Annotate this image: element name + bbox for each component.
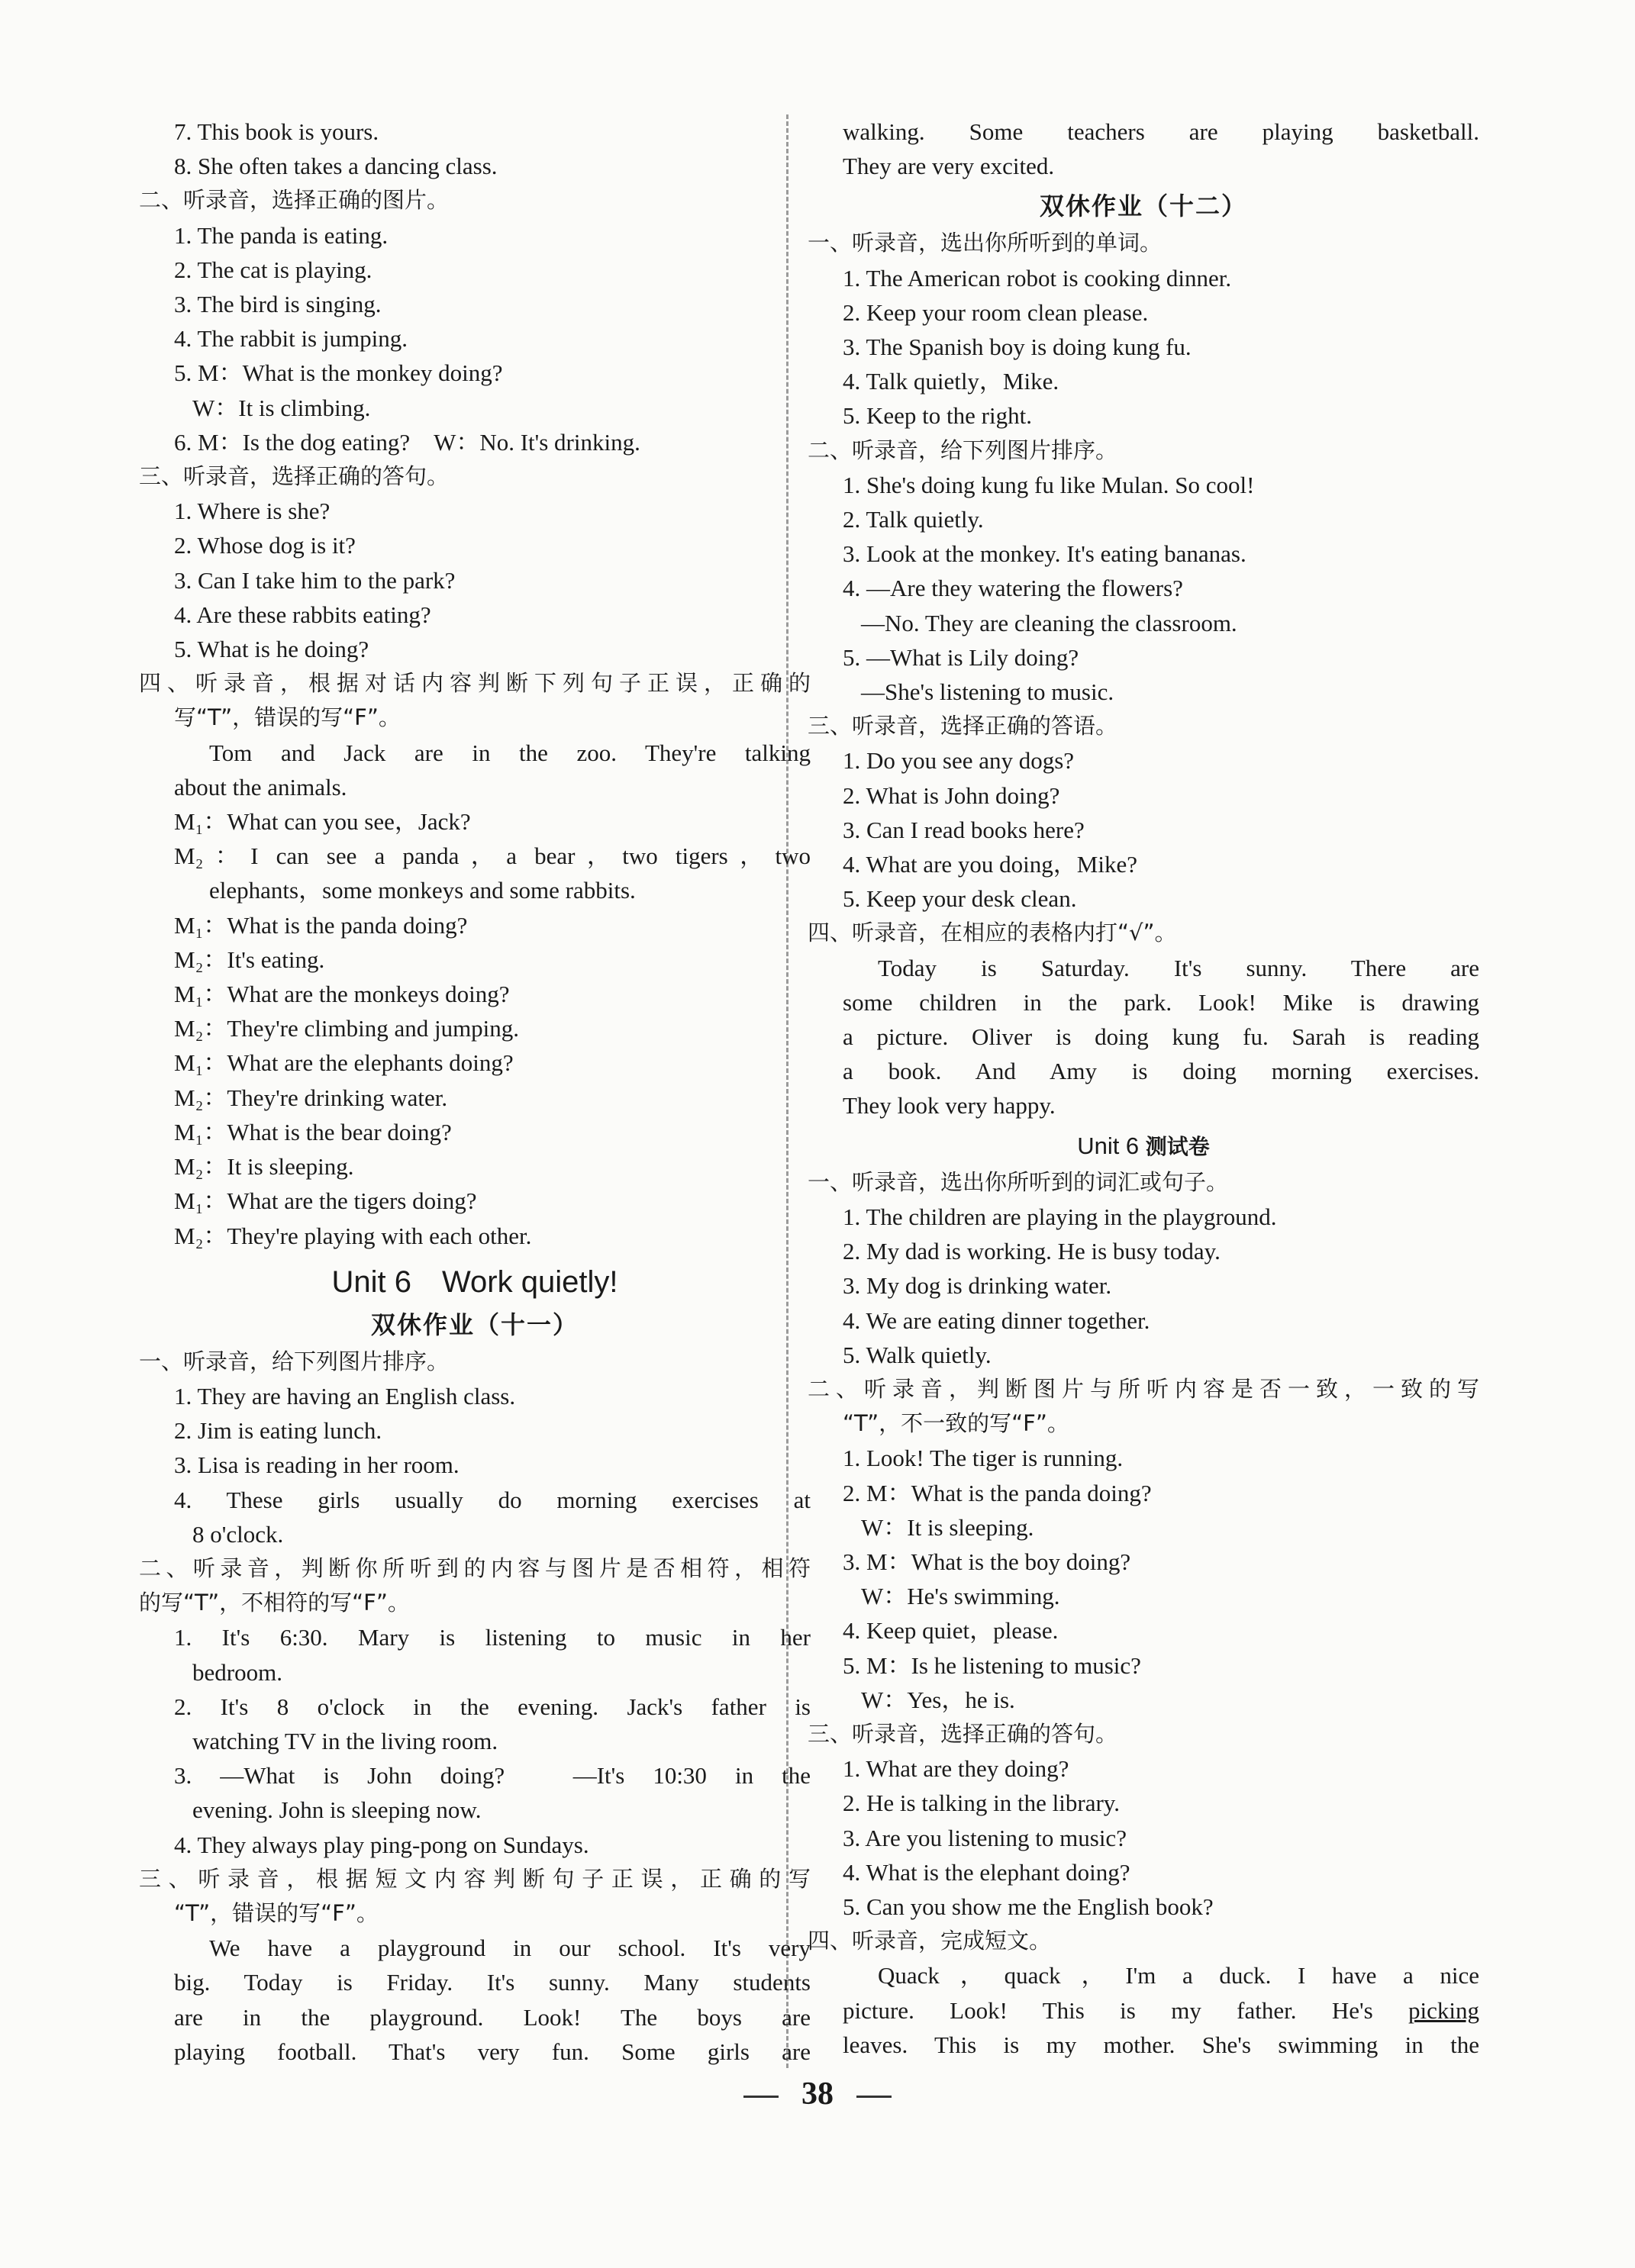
text-line: 5. Can you show me the English book?: [843, 1893, 1214, 1920]
text-line: a book. And Amy is doing morning exercises.: [843, 1058, 1479, 1085]
unit6-test-title-a: Unit 6: [1077, 1132, 1146, 1159]
text-line: 5. Keep your desk clean.: [843, 885, 1077, 913]
text-line: M₁：What is the bear doing?: [174, 1118, 452, 1145]
text-line: 1. The panda is eating.: [174, 221, 389, 249]
text-line: M₁：What are the elephants doing?: [174, 1049, 514, 1077]
text-line: “T”，错误的写“F”。: [174, 1899, 379, 1926]
text-line: 3. Are you listening to music?: [843, 1824, 1127, 1851]
text-line: 1. It's 6:30. Mary is listening to music in her: [174, 1624, 811, 1651]
text-line: 二、听录音，选择正确的图片。: [139, 187, 450, 214]
text-line: 5. M：What is the monkey doing?: [174, 359, 503, 387]
text-line: 2. What is John doing?: [843, 781, 1060, 809]
text-line: 7. This book is yours.: [174, 118, 379, 145]
text-line: 3. The Spanish boy is doing kung fu.: [843, 333, 1192, 361]
text-line: 四、听录音，完成短文。: [808, 1928, 1052, 1954]
text-line: 2. It's 8 o'clock in the evening. Jack's father is: [174, 1693, 811, 1720]
text-line: some children in the park. Look! Mike is drawing: [843, 988, 1479, 1016]
left-block-1: [139, 114, 811, 1253]
text-line: 4. What are you doing，Mike?: [843, 851, 1137, 878]
text-line: 3. The bird is singing.: [174, 291, 382, 318]
text-line: about the animals.: [174, 773, 347, 801]
text-line: M₂：They're drinking water.: [174, 1084, 448, 1111]
text-line: 的写“T”，不相符的写“F”。: [139, 1590, 410, 1616]
text-line: 3. My dog is drinking water.: [843, 1272, 1112, 1300]
text-line: M₁：What is the panda doing?: [174, 911, 468, 939]
unit-title: Unit 6 Work quietly!: [331, 1264, 618, 1299]
text-line: 3. —What is John doing? —It's 10:30 in the: [174, 1762, 811, 1790]
text-line: M₁：What can you see，Jack?: [174, 808, 471, 836]
text-line: 二、听录音，给下列图片排序。: [808, 437, 1118, 463]
text-line: 一、听录音，给下列图片排序。: [139, 1348, 450, 1374]
text-line: 一、听录音，选出你所听到的单词。: [808, 230, 1163, 256]
last-line-1a: picture. Look! This is my father. He's: [843, 1996, 1408, 2024]
text-line: Tom and Jack are in the zoo. They're talking: [209, 739, 811, 766]
text-line: M₂：They're climbing and jumping.: [174, 1015, 520, 1042]
homework-12-title: 双休作业（十二）: [1039, 192, 1247, 221]
text-line: 4. —Are they watering the flowers?: [843, 575, 1183, 602]
page-number-value: 38: [801, 2076, 834, 2112]
text-line: —No. They are cleaning the classroom.: [861, 609, 1237, 636]
text-line: 6. M：Is the dog eating? W：No. It's drinking.: [174, 428, 640, 456]
text-line: 2. Talk quietly.: [843, 506, 984, 533]
text-line: 4. Talk quietly，Mike.: [843, 368, 1059, 395]
text-line: 一、听录音，选出你所听到的词汇或句子。: [808, 1168, 1229, 1195]
text-line: a picture. Oliver is doing kung fu. Sarah is reading: [843, 1023, 1479, 1051]
text-line: 5. What is he doing?: [174, 636, 369, 663]
last-line-2: leaves. This is my mother. She's swimming in the: [843, 2031, 1479, 2058]
text-line: Quack，quack，I'm a duck. I have a nice: [878, 1962, 1479, 1989]
text-line: 5. Walk quietly.: [843, 1341, 992, 1368]
text-line: 3. Look at the monkey. It's eating bananas.: [843, 540, 1246, 568]
text-line: 1. The children are playing in the playground.: [843, 1203, 1277, 1230]
text-line: elephants，some monkeys and some rabbits.: [209, 877, 636, 904]
text-line: 4. These girls usually do morning exercises at: [174, 1486, 811, 1513]
text-line: 8 o'clock.: [192, 1520, 284, 1548]
text-line: big. Today is Friday. It's sunny. Many students: [174, 1969, 811, 1996]
text-line: 4. They always play ping-pong on Sundays.: [174, 1831, 589, 1858]
text-line: 二、听录音，判断你所听到的内容与图片是否相符，相符: [139, 1554, 811, 1581]
text-line: 1. The American robot is cooking dinner.: [843, 264, 1232, 292]
unit6-test-title: [808, 1128, 1479, 1165]
last-line-1: [808, 1993, 1479, 2028]
text-line: 2. Jim is eating lunch.: [174, 1417, 382, 1445]
page-number-dash-right: [856, 2096, 892, 2098]
text-line: 5. —What is Lily doing?: [843, 643, 1079, 671]
text-line: 写“T”，错误的写“F”。: [174, 704, 401, 731]
text-line: 4. Are these rabbits eating?: [174, 601, 431, 628]
text-line: 3. Can I read books here?: [843, 816, 1085, 843]
page-number-dash-left: [743, 2096, 779, 2098]
text-line: W：He's swimming.: [861, 1583, 1060, 1610]
page-number: [0, 2076, 1635, 2112]
text-line: 4. The rabbit is jumping.: [174, 325, 408, 353]
text-line: M₁：What are the monkeys doing?: [174, 981, 510, 1008]
text-line: playing football. That's very fun. Some girls are: [174, 2038, 811, 2065]
text-line: 2. Keep your room clean please.: [843, 298, 1149, 326]
text-line: 4. We are eating dinner together.: [843, 1306, 1150, 1334]
text-line: Today is Saturday. It's sunny. There are: [878, 954, 1479, 981]
text-line: 三、听录音，根据短文内容判断句子正误，正确的写: [139, 1865, 811, 1892]
text-line: We have a playground in our school. It's very: [209, 1935, 811, 1962]
right-block-1: [808, 114, 1479, 183]
text-line: M₂：It is sleeping.: [174, 1153, 354, 1181]
text-line: 1. Where is she?: [174, 498, 331, 525]
text-line: They are very excited.: [843, 153, 1055, 180]
text-line: bedroom.: [192, 1658, 282, 1686]
text-line: watching TV in the living room.: [192, 1727, 498, 1754]
text-line: W：Yes，he is.: [861, 1686, 1015, 1713]
underlined-word: picking: [1408, 1996, 1479, 2024]
text-line: 1. Do you see any dogs?: [843, 747, 1075, 775]
text-line: 3. M：What is the boy doing?: [843, 1548, 1131, 1575]
text-line: M₂：I can see a panda，a bear，two tigers，two: [174, 842, 811, 870]
text-line: “T”，不一致的写“F”。: [843, 1410, 1069, 1437]
homework-11-title: 双休作业（十一）: [370, 1310, 579, 1339]
text-line: —She's listening to music.: [861, 678, 1114, 706]
left-column: [139, 114, 811, 2069]
text-line: M₂：They're playing with each other.: [174, 1222, 532, 1249]
right-column: [808, 114, 1479, 2062]
text-line: 三、听录音，选择正确的答句。: [139, 463, 450, 490]
text-line: 三、听录音，选择正确的答语。: [808, 713, 1118, 739]
left-block-2: [139, 1345, 811, 2069]
text-line: evening. John is sleeping now.: [192, 1796, 482, 1824]
text-line: 2. Whose dog is it?: [174, 532, 356, 559]
text-line: 5. Keep to the right.: [843, 402, 1032, 430]
text-line: 5. M：Is he listening to music?: [843, 1651, 1141, 1679]
text-line: 3. Can I take him to the park?: [174, 566, 456, 594]
text-line: 4. Keep quiet，please.: [843, 1617, 1059, 1645]
text-line: M₂：It's eating.: [174, 946, 325, 973]
text-line: They look very happy.: [843, 1092, 1056, 1120]
right-block-3: [808, 1165, 1479, 1993]
text-line: 1. Look! The tiger is running.: [843, 1445, 1124, 1472]
text-line: 3. Lisa is reading in her room.: [174, 1451, 460, 1479]
text-line: are in the playground. Look! The boys are: [174, 2003, 811, 2031]
text-line: M₁：What are the tigers doing?: [174, 1187, 477, 1215]
text-line: 二、听录音，判断图片与所听内容是否一致，一致的写: [808, 1375, 1479, 1402]
right-block-2: [808, 226, 1479, 1123]
text-line: 2. M：What is the panda doing?: [843, 1479, 1152, 1506]
text-line: 四、听录音，根据对话内容判断下列句子正误，正确的: [139, 670, 811, 697]
text-line: 2. The cat is playing.: [174, 256, 372, 283]
text-line: 1. What are they doing?: [843, 1755, 1069, 1783]
text-line: 2. He is talking in the library.: [843, 1790, 1121, 1817]
text-line: 1. She's doing kung fu like Mulan. So cool!: [843, 471, 1255, 498]
text-line: 三、听录音，选择正确的答句。: [808, 1720, 1118, 1747]
text-line: 四、听录音，在相应的表格内打“√”。: [808, 920, 1177, 946]
text-line: 1. They are having an English class.: [174, 1382, 516, 1409]
text-line: W：It is climbing.: [192, 394, 371, 421]
text-line: 2. My dad is working. He is busy today.: [843, 1238, 1221, 1265]
text-line: 8. She often takes a dancing class.: [174, 153, 498, 180]
text-line: walking. Some teachers are playing basketball.: [843, 118, 1479, 145]
unit6-test-title-b: 测试卷: [1145, 1133, 1210, 1159]
text-line: W：It is sleeping.: [861, 1513, 1034, 1541]
text-line: 4. What is the elephant doing?: [843, 1858, 1130, 1886]
